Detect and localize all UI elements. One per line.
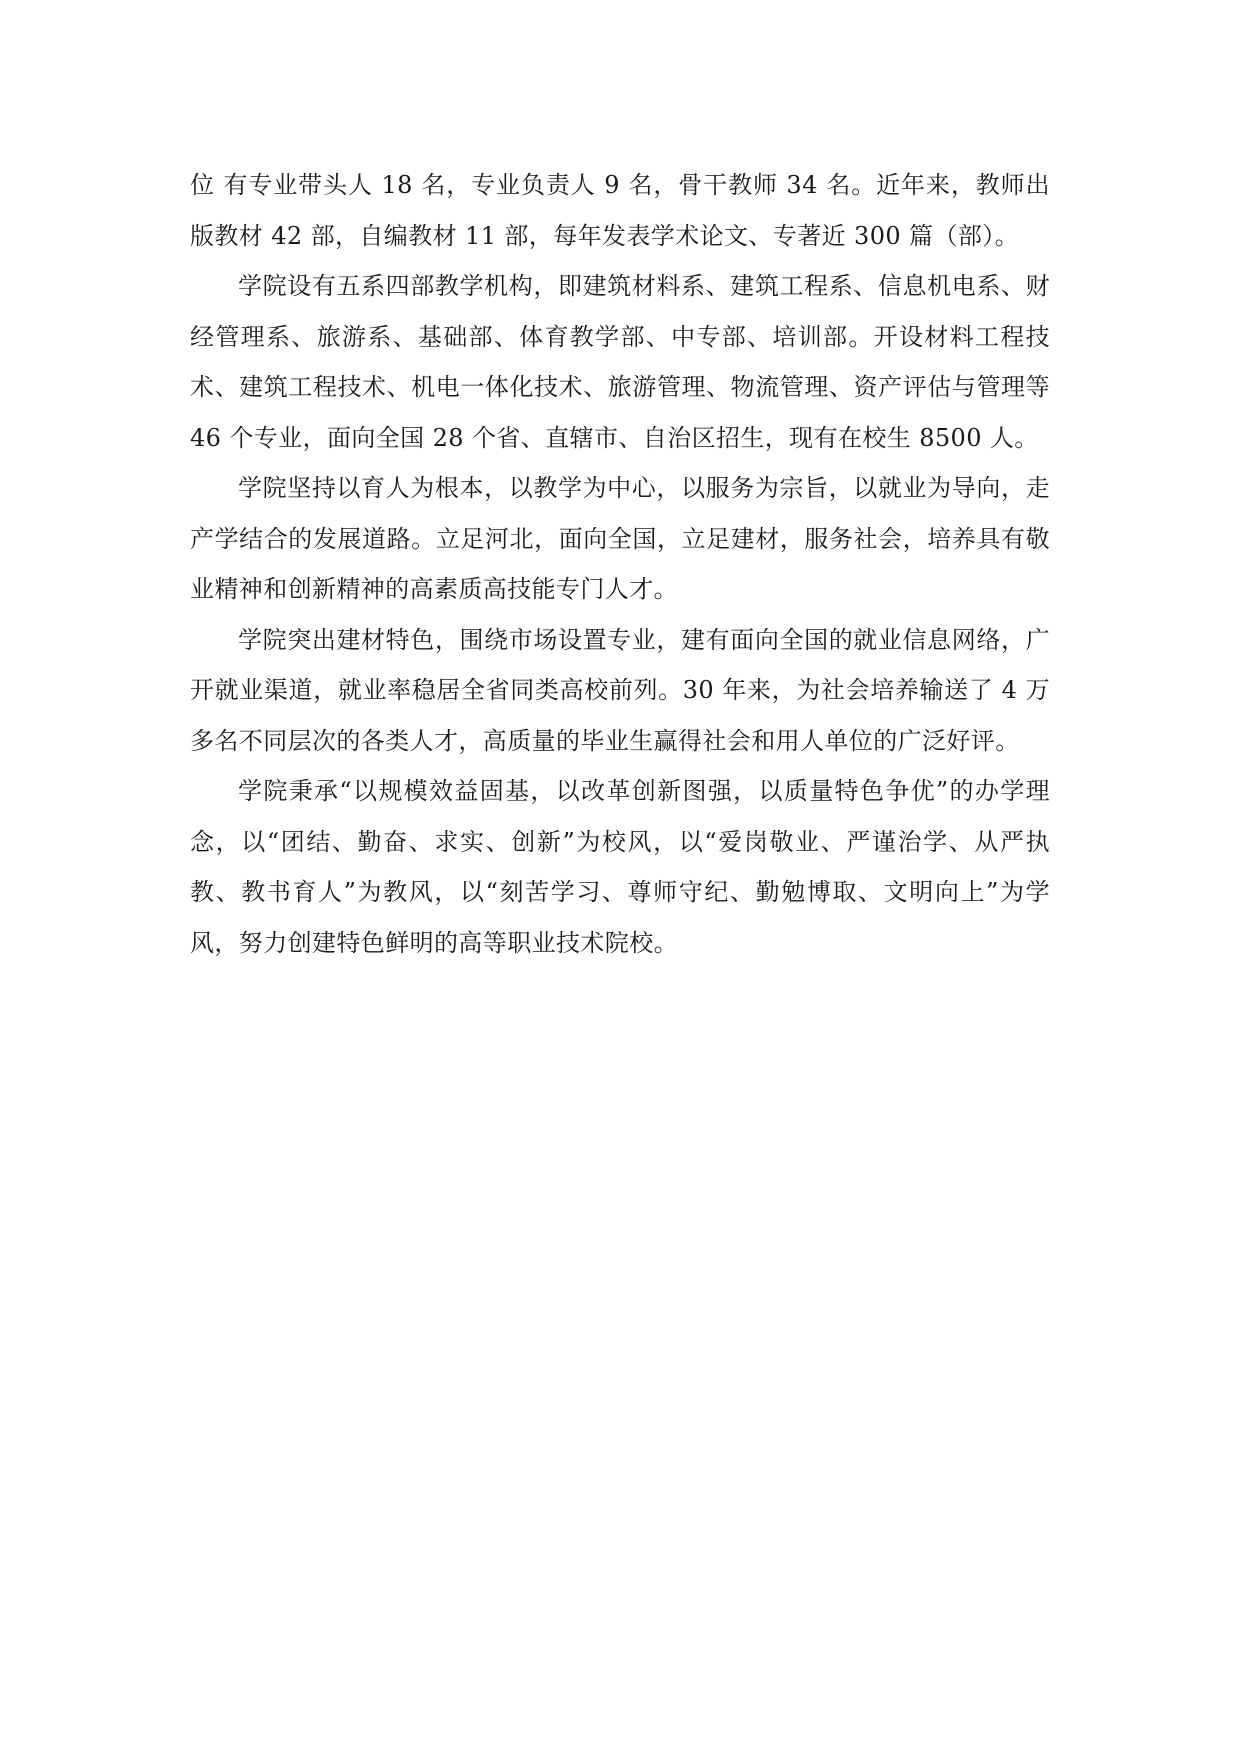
paragraph-continued-faculty: 位 有专业带头人 18 名，专业负责人 9 名，骨干教师 34 名。近年来，教师出版教材 42 部，自编教材 11 部，每年发表学术论文、专著近 300 篇（部）。	[190, 171, 1050, 250]
paragraph-philosophy: 学院秉承“以规模效益固基，以改革创新图强，以质量特色争优”的办学理念，以“团结、勤奋、求实、创新”为校风，以“爱岗敬业、严谨治学、从严执教、教书育人”为教风，以“刻苦学习、尊师守纪、勤勉博取、文明向上”为学风，努力创建特色鲜明的高等职业技术院校。	[190, 777, 1050, 957]
paragraph-employment: 学院突出建材特色，围绕市场设置专业，建有面向全国的就业信息网络，广开就业渠道，就业率稳居全省同类高校前列。30 年来，为社会培养输送了 4 万多名不同层次的各类人才，高质量的毕业生赢得社会和用人单位的广泛好评。	[190, 625, 1050, 755]
paragraph-departments: 学院设有五系四部教学机构，即建筑材料系、建筑工程系、信息机电系、财经管理系、旅游系、基础部、体育教学部、中专部、培训部。开设材料工程技术、建筑工程技术、机电一体化技术、旅游管理、物流管理、资产评估与管理等 46 个专业，面向全国 28 个省、直辖市、自治区招生，现有在校生 8500 人。	[190, 272, 1050, 452]
paragraph-mission: 学院坚持以育人为根本，以教学为中心，以服务为宗旨，以就业为导向，走产学结合的发展道路。立足河北，面向全国，立足建材，服务社会，培养具有敬业精神和创新精神的高素质高技能专门人才。	[190, 474, 1050, 603]
body-text	[190, 160, 1050, 968]
